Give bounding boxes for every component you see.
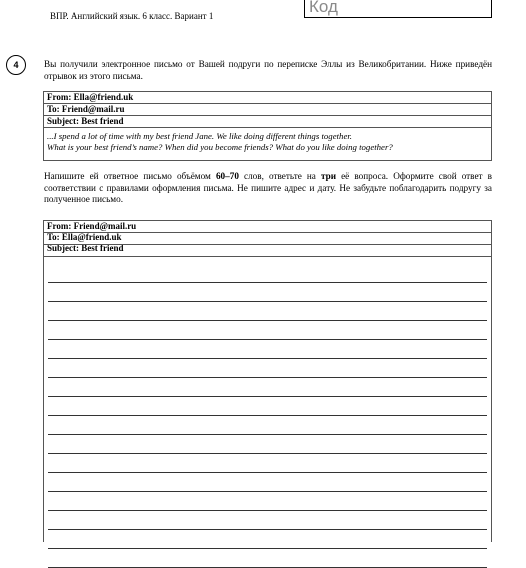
answer-writing-line[interactable] xyxy=(48,529,487,530)
task-intro: Вы получили электронное письмо от Вашей подруги по переписке Эллы из Великобритании. Ниже приведён отрывок из этого письма. xyxy=(44,59,492,81)
divider xyxy=(44,244,491,245)
answer-subject: Subject: Best friend xyxy=(47,243,124,253)
answer-writing-line[interactable] xyxy=(48,320,487,321)
answer-writing-line[interactable] xyxy=(48,358,487,359)
answer-to: To: Ella@friend.uk xyxy=(47,232,122,242)
instruction-text: Напишите ей ответное письмо объёмом xyxy=(44,171,216,181)
code-label: Код xyxy=(309,0,338,16)
answer-writing-line[interactable] xyxy=(48,472,487,473)
answer-writing-line[interactable] xyxy=(48,548,487,549)
word-count: 60–70 xyxy=(215,171,239,181)
answer-form xyxy=(43,220,492,542)
instruction-text: слов, ответьте на xyxy=(238,171,321,181)
incoming-letter xyxy=(43,91,492,161)
instruction-text: её вопроса. Оформите свой ответ в соответствии с правилами оформления письма. Не пишите адрес и дату. Не забудьте поблагодарить подругу за полученное письмо. xyxy=(44,171,492,204)
letter-subject: Subject: Best friend xyxy=(44,116,491,128)
letter-to: To: Friend@mail.ru xyxy=(44,104,491,116)
answer-writing-line[interactable] xyxy=(48,510,487,511)
answer-from: From: Friend@mail.ru xyxy=(47,221,137,231)
code-field[interactable] xyxy=(304,0,492,18)
answer-writing-line[interactable] xyxy=(48,491,487,492)
question-count: три xyxy=(320,171,336,181)
letter-body-line: What is your best friend’s name? When did you become friends? What do you like doing together? xyxy=(47,141,393,152)
answer-writing-line[interactable] xyxy=(48,415,487,416)
letter-body xyxy=(44,128,491,152)
divider xyxy=(44,232,491,233)
answer-writing-line[interactable] xyxy=(48,434,487,435)
answer-writing-line[interactable] xyxy=(48,396,487,397)
letter-body-line: ...I spend a lot of time with my best friend Jane. We like doing different things together. xyxy=(47,131,352,141)
divider xyxy=(44,256,491,257)
answer-writing-line[interactable] xyxy=(48,301,487,302)
header-title: ВПР. Английский язык. 6 класс. Вариант 1 xyxy=(50,11,214,21)
task-instruction xyxy=(44,171,492,206)
answer-writing-line[interactable] xyxy=(48,377,487,378)
task-number-badge: 4 xyxy=(6,55,26,75)
answer-writing-line[interactable] xyxy=(48,282,487,283)
answer-writing-line[interactable] xyxy=(48,453,487,454)
letter-from: From: Ella@friend.uk xyxy=(44,92,491,104)
answer-writing-line[interactable] xyxy=(48,339,487,340)
